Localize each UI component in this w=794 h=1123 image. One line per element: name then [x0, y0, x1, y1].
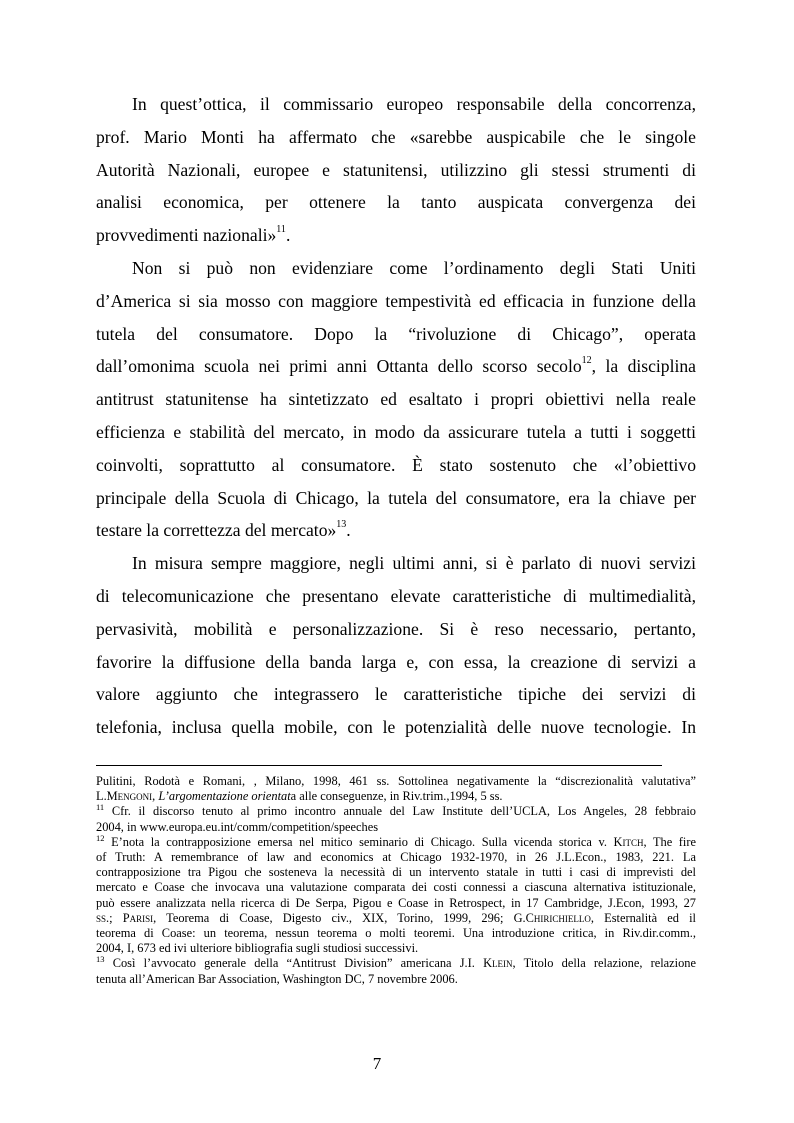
text-fragment: a alle conseguenze, in Riv.trim.,1994, 5 ss.	[290, 789, 503, 804]
text-line	[96, 350, 696, 383]
text-fragment: .	[285, 225, 291, 246]
text-line: Non si può non evidenziare come l’ordinamento degli Stati Uniti	[132, 257, 696, 278]
text-line	[96, 219, 696, 252]
footnote-line: può essere analizzata nella ricerca di De Serpa, Pigou e Coase in Retrospect, in 17 Cambridge, J.Econ, 1993, 27	[96, 895, 696, 910]
footnote-number: 13	[96, 954, 105, 965]
page-number: 7	[372, 1054, 382, 1073]
text-line: valore aggiunto che integrassero le caratteristiche tipiche dei servizi di	[96, 684, 696, 705]
text-line: tutela del consumatore. Dopo la “rivoluzione di Chicago”, operata	[96, 323, 696, 344]
footnote-ref-11: 11	[276, 224, 286, 236]
footnote-line: 2004, I, 673 ed ivi ulteriore bibliografia sugli studiosi successivi.	[96, 941, 419, 956]
text-fragment: E’nota la contrapposizione emersa nel mitico seminario di Chicago. Sulla vicenda storica v.	[104, 834, 614, 849]
footnote-continuation-line: Pulitini, Rodotà e Romani, , Milano, 1998, 461 ss. Sottolinea negativamente la “discrezionalità valutativa”	[96, 774, 696, 788]
text-line: Autorità Nazionali, europee e statunitensi, utilizzino gli stessi strumenti di	[96, 159, 696, 180]
text-line: principale della Scuola di Chicago, la tutela del consumatore, era la chiave per	[96, 487, 696, 508]
text-line: In quest’ottica, il commissario europeo responsabile della concorrenza,	[132, 94, 696, 114]
text-line: prof. Mario Monti ha affermato che «sarebbe auspicabile che le singole	[96, 126, 696, 147]
footnote-12	[96, 832, 696, 850]
text-line: favorire la diffusione della banda larga e, con essa, la creazione di servizi a	[96, 651, 696, 672]
footnote-ref-13: 13	[336, 519, 347, 531]
text-fragment: , la disciplina	[591, 356, 696, 377]
author-name: L.Mengoni,	[96, 789, 156, 804]
text-line: d’America si sia mosso con maggiore tempestività ed efficacia in funzione della	[96, 290, 696, 311]
paragraph-2	[96, 252, 696, 547]
text-fragment: testare la correttezza del mercato»	[96, 520, 337, 541]
paragraph-3	[96, 547, 696, 744]
paragraph-1	[96, 88, 696, 252]
text-fragment: Cfr. il discorso tenuto al primo incontro annuale del Law Institute dell’UCLA, Los Angeles, 28 febbraio	[104, 804, 696, 819]
author-name: G.Chirichiello	[513, 910, 591, 925]
work-title: L’argomentazione orientat	[155, 789, 291, 804]
footnote-continuation-line	[96, 789, 696, 804]
text-line: pervasività, mobilità e personalizzazione. Si è reso necessario, pertanto,	[96, 618, 696, 639]
text-fragment: dall’omonima scuola nei primi anni Ottanta dello scorso secolo	[96, 356, 582, 377]
footnote-11	[96, 804, 696, 819]
author-name: Klein	[483, 956, 513, 971]
text-line: In misura sempre maggiore, negli ultimi anni, si è parlato di nuovi servizi	[132, 553, 696, 574]
footnote-line	[96, 911, 696, 926]
text-fragment: , Teorema di Coase, Digesto civ., XIX, Torino, 1999, 296;	[153, 910, 514, 925]
text-fragment: .	[346, 520, 351, 541]
footnote-number: 12	[96, 832, 105, 843]
text-fragment: , The fire	[643, 834, 696, 849]
author-name: Kitch	[613, 834, 644, 849]
text-line: coinvolti, soprattutto al consumatore. È stato sostenuto che «l’obiettivo	[96, 454, 696, 475]
body-text	[96, 88, 696, 744]
footnote-separator	[96, 765, 662, 766]
text-fragment: , Titolo della relazione, relazione	[512, 956, 697, 971]
text-line: analisi economica, per ottenere la tanto auspicata convergenza dei	[96, 192, 696, 213]
text-line: di telecomunicazione che presentano elevate caratteristiche di multimedialità,	[96, 585, 696, 606]
text-line: telefonia, inclusa quella mobile, con le potenzialità delle nuove tecnologie. In	[96, 717, 696, 738]
footnote-line: 2004, in www.europa.eu.int/comm/competition/speeches	[96, 819, 379, 834]
author-name: ss.; Parisi	[96, 910, 154, 925]
footnote-line: tenuta all’American Bar Association, Washington DC, 7 novembre 2006.	[96, 971, 458, 986]
footnote-ref-12: 12	[581, 355, 592, 367]
text-fragment: , Esternalità ed il	[590, 910, 697, 925]
text-fragment: provvedimenti nazionali»	[96, 225, 277, 246]
text-line: efficienza e stabilità del mercato, in modo da assicurare tutela a tutti i soggetti	[96, 421, 696, 442]
footnote-13	[96, 956, 696, 971]
footnote-line: contrapposizione tra Pigou che sosteneva la necessità di un intervento statale in tutti i casi di imprevisti del	[96, 865, 696, 880]
text-line: antitrust statunitense ha sintetizzato ed esaltato i propri obiettivi nella reale	[96, 389, 696, 410]
footnote-number: 11	[96, 802, 105, 813]
footnotes	[96, 774, 696, 987]
text-line	[96, 514, 696, 547]
footnote-line: of Truth: A remembrance of law and economics at Chicago 1932-1970, in 26 J.L.Econ., 1983, 221. La	[96, 850, 696, 865]
footnote-line: mercato e Coase che invocava una valutazione comparata dei costi connessi a ciascuna alternativa istituzionale,	[96, 880, 696, 895]
text-fragment: Così l’avvocato generale della “Antitrust Division” americana J.I.	[104, 956, 484, 971]
footnote-line: teorema di Coase: un teorema, nessun teorema o molti teoremi. Una introduzione critica, in Riv.dir.comm.,	[96, 926, 696, 941]
